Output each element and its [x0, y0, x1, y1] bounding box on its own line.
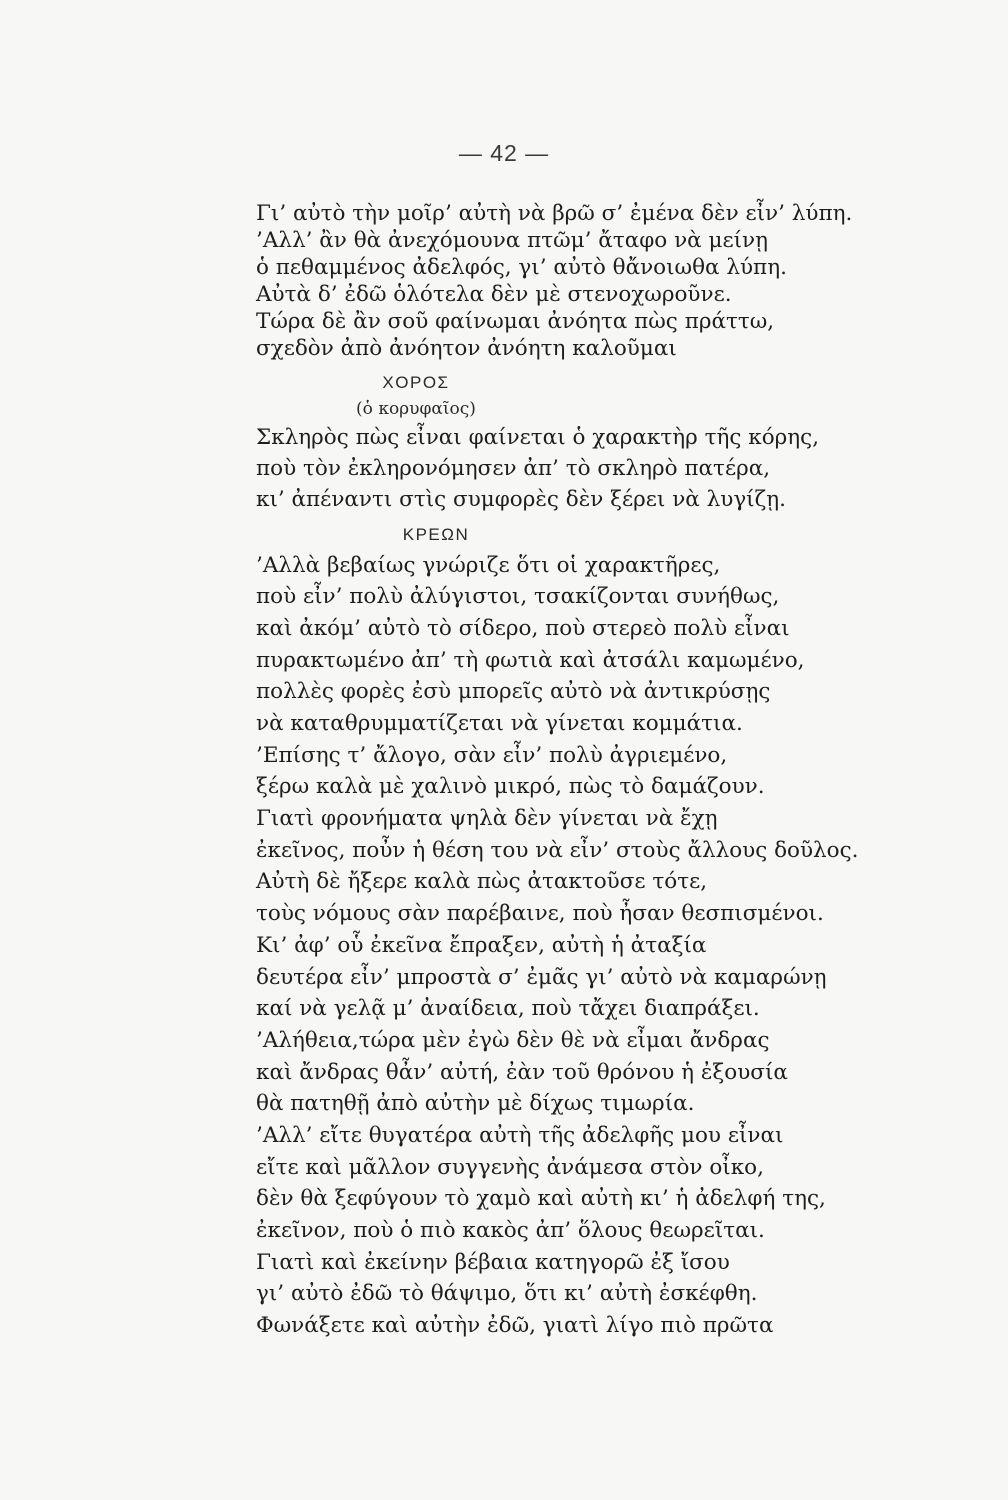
verse-line: ’Αλλὰ βεβαίως γνώριζε ὅτι οἱ χαρακτῆρες, — [256, 552, 721, 578]
speaker-heading-creon: ΚΡΕΩΝ — [402, 524, 470, 544]
verse-line: Γι’ αὐτὸ τὴν μοῖρ’ αὐτὴ νὰ βρῶ σ’ ἐμένα δὲν εἶν’ λύπη. — [256, 201, 853, 226]
verse-line: ξέρω καλὰ μὲ χαλινὸ μικρό, πὼς τὸ δαμάζουν. — [256, 774, 765, 800]
verse-line: ’Αλλ’ εἴτε θυγατέρα αὐτὴ τῆς ἀδελφῆς μου εἶναι — [256, 1122, 784, 1148]
intro-verse — [256, 200, 896, 362]
verse-line: Σκληρὸς πὼς εἶναι φαίνεται ὁ χαρακτὴρ τῆς κόρης, — [256, 425, 820, 450]
verse-line: Αὐτὴ δὲ ἤξερε καλὰ πὼς ἀτακτοῦσε τότε, — [256, 869, 708, 895]
verse-line: ἐκεῖνον, ποὺ ὁ πιὸ κακὸς ἀπ’ ὅλους θεωρεῖται. — [256, 1218, 765, 1243]
verse-line: ποὺ εἶν’ πολὺ ἀλύγιστοι, τσακίζονται συνήθως, — [256, 584, 780, 610]
verse-text — [256, 200, 896, 1342]
verse-line: τοὺς νόμους σὰν παρέβαινε, ποὺ ἦσαν θεσπισμένοι. — [256, 901, 824, 927]
verse-line: καὶ ἀκόμ’ αὐτὸ τὸ σίδερο, ποὺ στερεὸ πολὺ εἶναι — [256, 615, 790, 641]
verse-line: δὲν θὰ ξεφύγουν τὸ χαμὸ καὶ αὐτὴ κι’ ἡ ἀδελφή της, — [256, 1186, 826, 1212]
chorus-verse — [256, 422, 896, 516]
verse-line: ’Αλλ’ ἂν θὰ ἀνεχόμουνα πτῶμ’ ἄταφο νὰ μείνῃ — [256, 228, 768, 253]
verse-line: Κι’ ἀφ’ οὗ ἐκεῖνα ἔπραξεν, αὐτὴ ἡ ἀταξία — [256, 932, 707, 958]
verse-line: σχεδὸν ἀπὸ ἀνόητον ἀνόητη καλοῦμαι — [256, 336, 677, 361]
verse-line: Αὐτὰ δ’ ἐδῶ ὁλότελα δὲν μὲ στενοχωροῦνε. — [256, 282, 732, 307]
verse-line: νὰ καταθρυμματίζεται νὰ γίνεται κομμάτια. — [256, 711, 743, 736]
verse-line: ’Αλήθεια,τώρα μὲν ἐγὼ δὲν θὲ νὰ εἶμαι ἄνδρας — [256, 1027, 770, 1053]
verse-line: καί νὰ γελᾷ μ’ ἀναίδεια, ποὺ τἄχει διαπράξει. — [256, 996, 760, 1022]
verse-line: πυρακτωμένο ἀπ’ τὴ φωτιὰ καὶ ἀτσάλι καμωμένο, — [256, 647, 805, 673]
verse-line: γι’ αὐτὸ ἐδῶ τὸ θάψιμο, ὅτι κι’ αὐτὴ ἐσκέφθη. — [256, 1281, 758, 1307]
verse-line: ὁ πεθαμμένος ἀδελφός, γι’ αὐτὸ θἄνοιωθα λύπη. — [256, 255, 787, 280]
verse-line: Τώρα δὲ ἂν σοῦ φαίνωμαι ἀνόητα πὼς πράττω, — [256, 309, 775, 334]
verse-line: ποὺ τὸν ἐκληρονόμησεν ἀπ’ τὸ σκληρὸ πατέρα, — [256, 456, 771, 482]
stage-direction: (ὁ κορυφαῖος) — [356, 399, 476, 419]
speaker-heading-chorus: ΧΟΡΟΣ — [382, 373, 450, 392]
verse-line: ἐκεῖνος, ποὖν ἡ θέση του νὰ εἶν’ στοὺς ἄλλους δοῦλος. — [256, 837, 859, 863]
verse-line: θὰ πατηθῇ ἀπὸ αὐτὴν μὲ δίχως τιμωρία. — [256, 1091, 695, 1117]
verse-line: Γιατὶ καὶ ἐκείνην βέβαια κατηγορῶ ἐξ ἴσου — [256, 1249, 730, 1275]
verse-line: εἴτε καὶ μᾶλλον συγγενὴς ἀνάμεσα στὸν οἶκο, — [256, 1154, 764, 1180]
verse-line: Γιατὶ φρονήματα ψηλὰ δὲν γίνεται νὰ ἔχῃ — [256, 806, 718, 832]
creon-verse — [256, 550, 896, 1342]
page-number: — 42 — — [458, 140, 550, 166]
verse-line: καὶ ἄνδρας θἆν’ αὐτή, ἐὰν τοῦ θρόνου ἡ ἐξουσία — [256, 1059, 788, 1085]
verse-line: δευτέρα εἶν’ μπροστὰ σ’ ἐμᾶς γι’ αὐτὸ νὰ καμαρώνῃ — [256, 964, 827, 990]
verse-line: κι’ ἀπέναντι στὶς συμφορὲς δὲν ξέρει νὰ λυγίζῃ. — [256, 487, 786, 513]
verse-line: πολλὲς φορὲς ἐσὺ μπορεῖς αὐτὸ νὰ ἀντικρύσῃς — [256, 679, 771, 705]
verse-line: Φωνάξετε καὶ αὐτὴν ἐδῶ, γιατὶ λίγο πιὸ πρῶτα — [256, 1313, 774, 1339]
verse-line: ’Επίσης τ’ ἄλογο, σὰν εἶν’ πολὺ ἀγριεμένο, — [256, 742, 728, 768]
